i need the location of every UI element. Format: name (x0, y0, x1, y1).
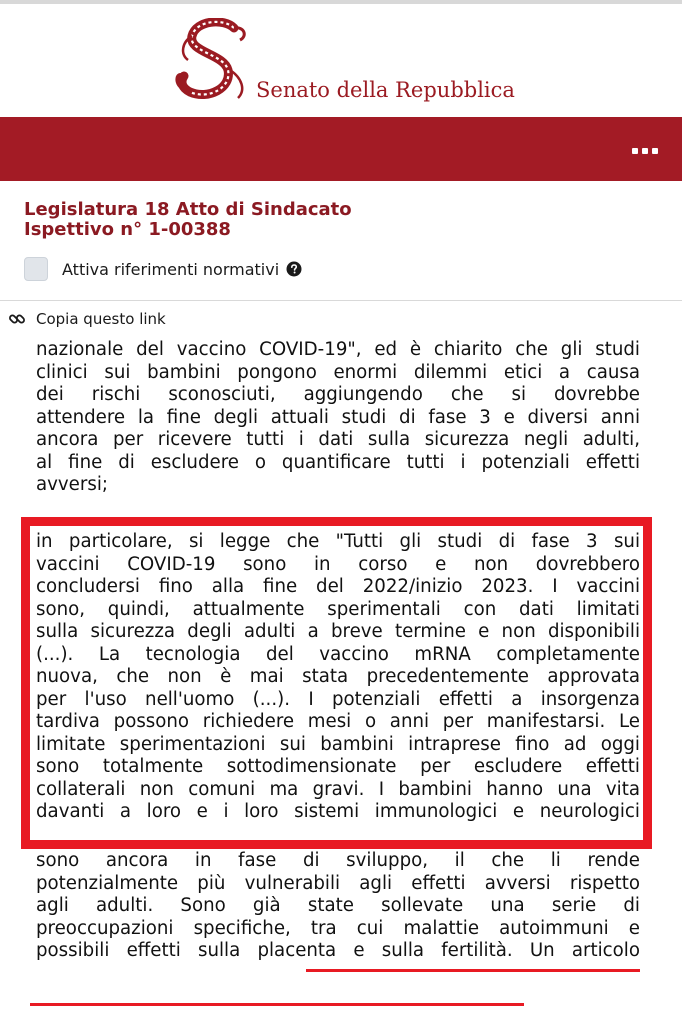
body-paragraph-3 (36, 850, 640, 963)
text-line: limitate sperimentazioni sui bambini intraprese fino ad oggi (36, 733, 640, 755)
text-line: sulla sicurezza degli adulti a breve termine e non disponibili (36, 621, 640, 642)
text-line: dei rischi sconosciuti, aggiungendo che si dovrebbe (36, 384, 640, 405)
text-line: potenzialmente più vulnerabili agli effetti avversi rispetto (36, 872, 640, 894)
text-line: tardiva possono richiedere mesi o anni per manifestarsi. Le (36, 711, 640, 732)
highlight-annotation-box (21, 517, 652, 849)
text-line: collaterali non comuni ma gravi. I bambini hanno una vita (36, 778, 640, 800)
nav-bar (0, 117, 682, 181)
page-title (24, 200, 584, 240)
text-line: vaccini COVID-19 sono in corso e non dovrebbero (36, 553, 640, 575)
body-paragraph-1 (36, 339, 640, 497)
text-line: ancora per ricevere tutti i dati sulla sicurezza negli adulti, (36, 429, 640, 450)
text-line: per l'uso nell'uomo (...). I potenziali effetti a insorgenza (36, 688, 640, 710)
link-icon (8, 310, 26, 328)
text-line: sono totalmente sottodimensionate per escludere effetti (36, 756, 640, 777)
more-dots-icon[interactable] (632, 145, 658, 157)
senate-s-emblem-icon[interactable] (172, 18, 256, 104)
text-line: preoccupazioni specifiche, tra cui malattie autoimmuni e (36, 917, 640, 939)
text-line: sono ancora in fase di sviluppo, il che li rende (36, 850, 640, 871)
highlight-underline (30, 1003, 524, 1006)
text-line: attendere la fine degli attuali studi di fase 3 e diversi anni (36, 406, 640, 428)
section-divider (0, 300, 682, 301)
highlight-underline (306, 969, 640, 972)
page-title-line2: Ispettivo n° 1-00388 (24, 219, 231, 240)
text-line: nuova, che non è mai stata precedentemente approvata (36, 666, 640, 687)
text-line: agli adulti. Sono già state sollevate una serie di (36, 895, 640, 916)
text-line: concludersi fino alla fine del 2022/inizio 2023. I vaccini (36, 576, 640, 597)
question-circle-icon[interactable] (286, 261, 302, 277)
copy-link-button[interactable] (8, 310, 166, 328)
text-line: avversi; (36, 474, 108, 495)
text-line: davanti a loro e i loro sistemi immunologici e neurologici (36, 801, 640, 822)
toggle-label: Attiva riferimenti normativi (62, 259, 280, 279)
text-line: clinici sui bambini pongono enormi dilemmi etici a causa (36, 361, 640, 383)
text-line: nazionale del vaccino COVID-19", ed è chiarito che gli studi (36, 339, 640, 360)
text-line: al fine di escludere o quantificare tutti i potenziali effetti (36, 451, 640, 473)
normative-references-toggle[interactable] (24, 255, 302, 283)
text-line: in particolare, si legge che "Tutti gli studi di fase 3 sui (36, 531, 640, 552)
normative-references-checkbox[interactable] (24, 257, 48, 281)
page-title-line1: Legislatura 18 Atto di Sindacato (24, 199, 352, 220)
site-title[interactable]: Senato della Repubblica (256, 78, 515, 102)
copy-link-label: Copia questo link (36, 310, 166, 328)
text-line: possibili effetti sulla placenta e sulla fertilità. Un articolo (36, 940, 640, 961)
text-line: sono, quindi, attualmente sperimentali con dati limitati (36, 598, 640, 620)
site-header (0, 4, 682, 117)
text-line: (...). La tecnologia del vaccino mRNA completamente (36, 643, 640, 665)
